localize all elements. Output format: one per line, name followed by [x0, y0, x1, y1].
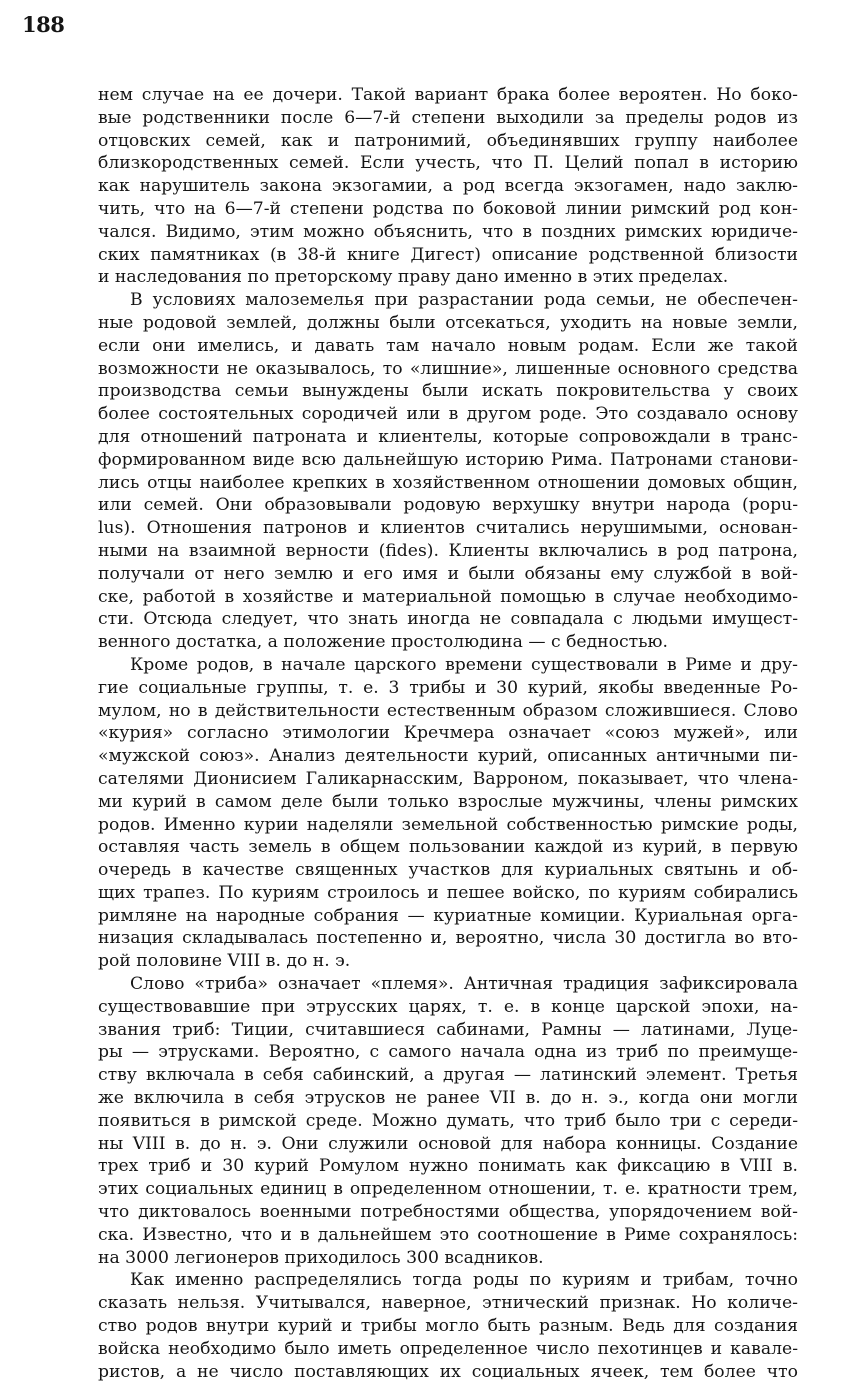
text-line: ских памятниках (в 38-й книге Дигест) описание родственной близости	[98, 244, 798, 265]
text-line: венного достатка, а положение простолюдина — с бедностью.	[98, 632, 668, 653]
text-line: ные родовой землей, должны были отсекаться, уходить на новые земли,	[98, 312, 798, 333]
text-line: «мужской союз». Анализ деятельности курий, описанных античными пи-	[98, 746, 798, 767]
text-line: существовавшие при этрусских царях, т. е. в конце царской эпохи, на-	[98, 996, 798, 1017]
text-line: что диктовалось военными потребностями общества, упорядочением вой-	[98, 1202, 798, 1223]
text-line: ске, работой в хозяйстве и материальной помощью в случае необходимо-	[98, 586, 798, 607]
text-line: трех триб и 30 курий Ромулом нужно понимать как фиксацию в VIII в.	[98, 1156, 798, 1177]
text-line: Кроме родов, в начале царского времени существовали в Риме и дру-	[130, 654, 798, 675]
text-line: сателями Дионисием Галикарнасским, Варроном, показывает, что члена-	[98, 768, 798, 789]
text-line: щих трапез. По куриям строилось и пешее войско, по куриям собирались	[98, 882, 798, 903]
text-line: римляне на народные собрания — куриатные комиции. Куриальная орга-	[98, 905, 798, 926]
text-line: низация складывалась постепенно и, вероятно, числа 30 достигла во вто-	[98, 928, 798, 949]
text-line: В условиях малоземелья при разрастании рода семьи, не обеспечен-	[130, 290, 798, 311]
text-line: этих социальных единиц в определенном отношении, т. е. кратности трем,	[98, 1179, 798, 1200]
text-line: Слово «триба» означает «племя». Античная традиция зафиксировала	[130, 974, 798, 995]
text-line: ны VIII в. до н. э. Они служили основой для набора конницы. Создание	[98, 1133, 798, 1154]
text-line: ми курий в самом деле были только взрослые мужчины, члены римских	[98, 791, 798, 812]
text-line: «курия» согласно этимологии Кречмера означает «союз мужей», или	[98, 723, 798, 744]
text-line: вые родственники после 6—7-й степени выходили за пределы родов из	[98, 107, 798, 128]
text-line: ству включала в себя сабинский, а другая — латинский элемент. Третья	[98, 1065, 798, 1086]
text-line: производства семьи вынуждены были искать покровительства у своих	[98, 381, 798, 402]
text-line: рой половине VIII в. до н. э.	[98, 951, 351, 972]
text-line: мулом, но в действительности естественным образом сложившиеся. Слово	[98, 700, 798, 721]
text-line: войска необходимо было иметь определенное число пехотинцев и кавале-	[98, 1338, 798, 1359]
text-line: же включила в себя этрусков не ранее VII в. до н. э., когда они могли	[98, 1088, 798, 1109]
text-line: для отношений патроната и клиентелы, которые сопровождали в транс-	[98, 426, 798, 447]
text-line: lus). Отношения патронов и клиентов считались нерушимыми, основан-	[98, 518, 798, 539]
text-line: более состоятельных сородичей или в другом роде. Это создавало основу	[98, 404, 798, 425]
text-line: формированном виде всю дальнейшую историю Рима. Патронами станови-	[98, 449, 798, 470]
text-line: чался. Видимо, этим можно объяснить, что в поздних римских юридиче-	[98, 221, 798, 242]
text-line: если они имелись, и давать там начало новым родам. Если же такой	[98, 335, 798, 356]
text-line: и наследования по преторскому праву дано именно в этих пределах.	[98, 267, 729, 288]
text-line: чить, что на 6—7-й степени родства по боковой линии римский род кон-	[98, 198, 798, 219]
text-line: на 3000 легионеров приходилось 300 всадников.	[98, 1247, 544, 1268]
text-line: ство родов внутри курий и трибы могло быть разным. Ведь для создания	[98, 1316, 798, 1337]
text-line: родов. Именно курии наделяли земельной собственностью римские роды,	[98, 814, 798, 835]
text-line: отцовских семей, как и патронимий, объединявших группу наиболее	[98, 130, 798, 151]
text-line: как нарушитель закона экзогамии, а род всегда экзогамен, надо заклю-	[98, 176, 798, 197]
text-line: ры — этрусками. Вероятно, с самого начала одна из триб по преимуще-	[98, 1042, 798, 1063]
text-line: ристов, а не число поставляющих их социальных ячеек, тем более что	[98, 1361, 798, 1382]
text-line: сказать нельзя. Учитывался, наверное, этнический признак. Но количе-	[98, 1293, 798, 1314]
text-line: ска. Известно, что и в дальнейшем это соотношение в Риме сохранялось:	[98, 1224, 798, 1245]
body-text	[98, 84, 798, 1383]
text-line: близкородственных семей. Если учесть, что П. Целий попал в историю	[98, 153, 798, 174]
text-line: гие социальные группы, т. е. 3 трибы и 30 курий, якобы введенные Ро-	[98, 677, 798, 698]
text-line: или семей. Они образовывали родовую верхушку внутри народа (popu-	[98, 495, 798, 516]
page-number: 188	[22, 12, 65, 37]
text-line: оставляя часть земель в общем пользовании каждой из курий, в первую	[98, 837, 798, 858]
text-line: лись отцы наиболее крепких в хозяйственном отношении домовых общин,	[98, 472, 798, 493]
text-line: возможности не оказывалось, то «лишние», лишенные основного средства	[98, 358, 798, 379]
text-line: звания триб: Тиции, считавшиеся сабинами, Рамны — латинами, Луце-	[98, 1019, 798, 1040]
text-line: Как именно распределялись тогда роды по куриям и трибам, точно	[130, 1270, 798, 1291]
text-line: ными на взаимной верности (fides). Клиенты включались в род патрона,	[98, 540, 798, 561]
text-line: получали от него землю и его имя и были обязаны ему службой в вой-	[98, 563, 798, 584]
text-line: появиться в римской среде. Можно думать, что триб было три с середи-	[98, 1110, 798, 1131]
text-line: нем случае на ее дочери. Такой вариант брака более вероятен. Но боко-	[98, 85, 798, 105]
text-line: очередь в качестве священных участков для куриальных святынь и об-	[98, 860, 798, 881]
text-line: сти. Отсюда следует, что знать иногда не совпадала с людьми имущест-	[98, 609, 798, 630]
